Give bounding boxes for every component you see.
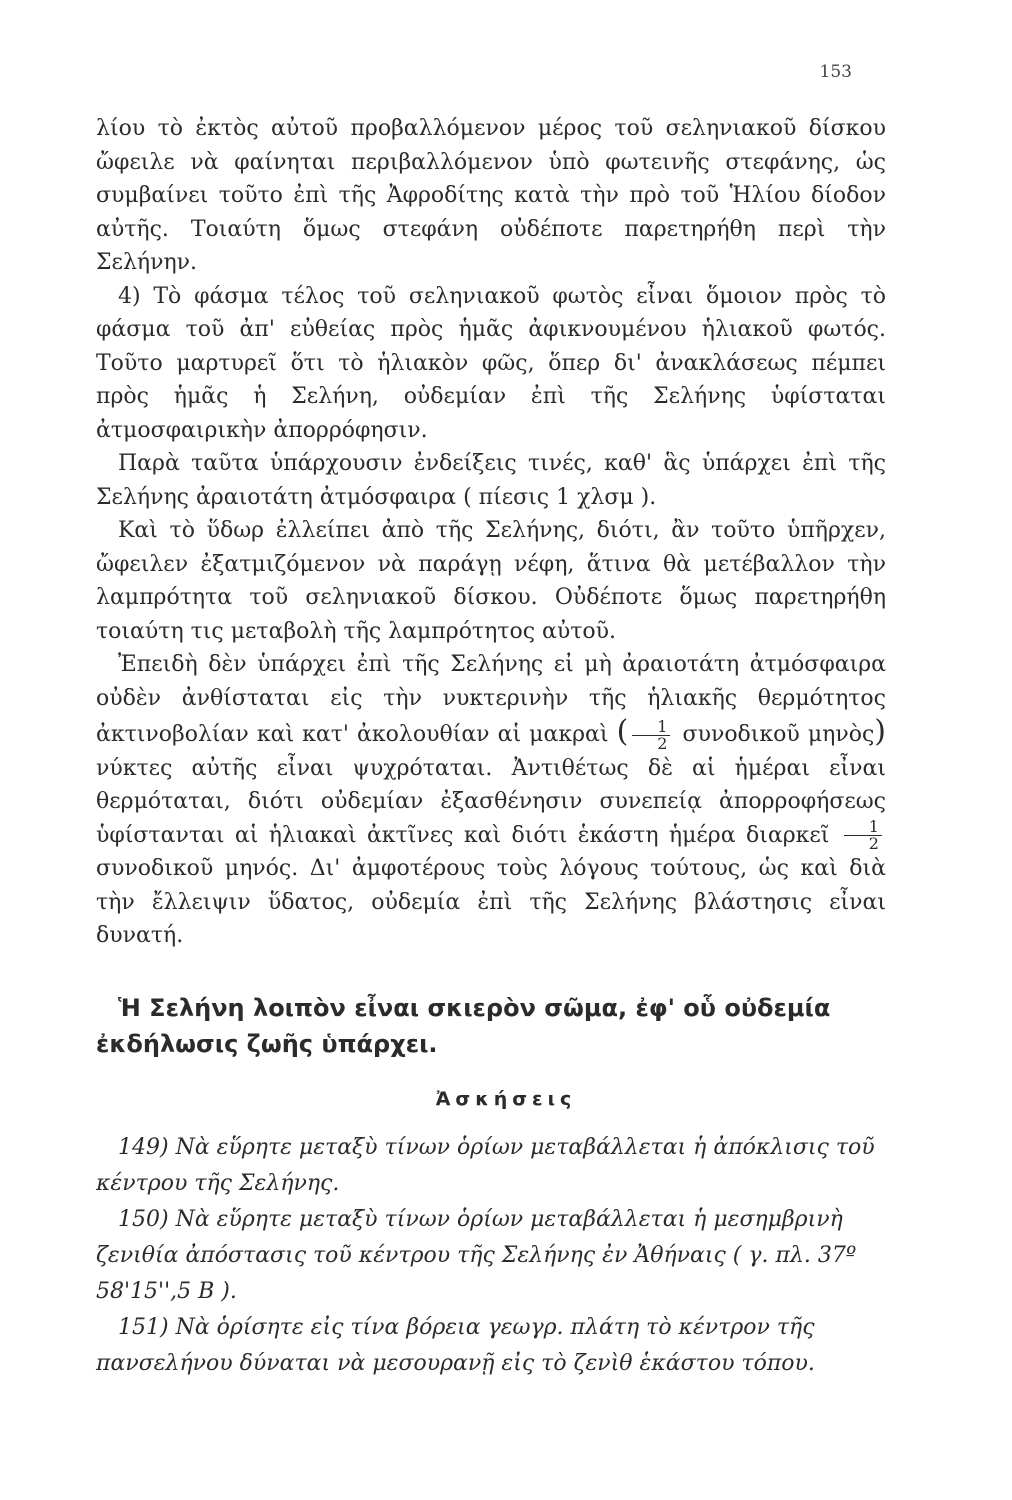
conclusion-statement: Ἡ Σελήνη λοιπὸν εἶναι σκιερὸν σῶμα, ἐφ' οὗ οὐδεμία ἐκδήλωσις ζωῆς ὑπάρχει. (96, 994, 831, 1058)
fraction-denominator-2: 2 (868, 834, 879, 853)
exercises-heading: Ἀσκήσεις (435, 1088, 577, 1110)
paragraph-1: λίου τὸ ἐκτὸς αὐτοῦ προβαλλόμενον μέρος τοῦ σεληνιακοῦ δίσκου ὤφειλε νὰ φαίνηται περιβαλλόμενον ὑπὸ φωτεινῆς στεφάνης, ὡς συμβαίνει τοῦτο ἐπὶ τῆς Ἀφροδίτης κατὰ τὴν πρὸ τοῦ Ἡλίου δίοδον αὐτῆς. Τοιαύτη ὅμως στεφάνη οὐδέποτε παρετηρήθη περὶ τὴν Σελήνην. (96, 116, 886, 275)
paragraph-3: Παρὰ ταῦτα ὑπάρχουσιν ἐνδείξεις τινές, καθ' ἃς ὑπάρχει ἐπὶ τῆς Σελήνης ἀραιοτάτη ἀτμόσφαιρα ( πίεσις 1 χλσμ ). (96, 451, 886, 510)
open-paren: ( (616, 714, 629, 749)
body-text (96, 112, 886, 953)
paragraph-5-text-b: συνοδικοῦ μηνὸς (682, 722, 875, 747)
paragraph-5 (96, 648, 886, 953)
fraction-half (632, 716, 670, 753)
paragraph-4: Καὶ τὸ ὕδωρ ἐλλείπει ἀπὸ τῆς Σελήνης, διότι, ἂν τοῦτο ὑπῆρχεν, ὤφειλεν ἐξατμιζόμενον νὰ παράγῃ νέφη, ἅτινα θὰ μετέβαλλον τὴν λαμπρότητα τοῦ σεληνιακοῦ δίσκου. Οὐδέποτε ὅμως παρετηρήθη τοιαύτη τις μεταβολὴ τῆς λαμπρότητος αὐτοῦ. (96, 518, 886, 644)
fraction-denominator: 2 (657, 733, 668, 753)
exercises-list (96, 1130, 886, 1382)
page-number: 153 (819, 62, 852, 82)
paragraph-5-text-a: Ἐπειδὴ δὲν ὑπάρχει ἐπὶ τῆς Σελήνης εἰ μὴ ἀραιοτάτη ἀτμόσφαιρα οὐδὲν ἀνθίσταται εἰς τὴν νυκτερινὴν τῆς ἡλιακῆς θερμότητος ἀκτινοβολίαν καὶ κατ' ἀκολουθίαν αἱ μακραὶ (96, 652, 886, 747)
paragraph-5-text-d: συνοδικοῦ μηνός. Δι' ἀμφοτέρους τοὺς λόγους τούτους, ὡς καὶ διὰ τὴν ἔλλειψιν ὕδατος, οὐδεμία ἐπὶ τῆς Σελήνης βλάστησις εἶναι δυνατή. (96, 856, 886, 948)
close-paren: ) (874, 714, 886, 749)
exercise-150: 150) Νὰ εὕρητε μεταξὺ τίνων ὁρίων μεταβάλλεται ἡ μεσημβρινὴ ζενιθία ἀπόστασις τοῦ κέντρου τῆς Σελήνης ἐν Ἀθήναις ( γ. πλ. 37º 58'15'',5 Β ). (96, 1207, 857, 1304)
exercise-149: 149) Νὰ εὕρητε μεταξὺ τίνων ὁρίων μεταβάλλεται ἡ ἀπόκλισις τοῦ κέντρου τῆς Σελήνης. (96, 1135, 875, 1196)
fraction-numerator-2: 1 (844, 819, 882, 836)
paragraph-5-text-c: νύκτες αὐτῆς εἶναι ψυχρόταται. Ἀντιθέτως δὲ αἱ ἡμέραι εἶναι θερμόταται, διότι οὐδεμίαν ἐξασθένησιν συνεπείᾳ ἀπορροφήσεως ὑφίστανται αἱ ἡλιακαὶ ἀκτῖνες καὶ διότι ἑκάστη ἡμέρα διαρκεῖ (96, 755, 886, 848)
fraction-half-2 (844, 819, 882, 852)
fraction-numerator: 1 (632, 719, 670, 736)
paragraph-2: 4) Τὸ φάσμα τέλος τοῦ σεληνιακοῦ φωτὸς εἶναι ὅμοιον πρὸς τὸ φάσμα τοῦ ἀπ' εὐθείας πρὸς ἡμᾶς ἀφικνουμένου ἡλιακοῦ φωτός. Τοῦτο μαρτυρεῖ ὅτι τὸ ἡλιακὸν φῶς, ὅπερ δι' ἀνακλάσεως πέμπει πρὸς ἡμᾶς ἡ Σελήνη, οὐδεμίαν ἐπὶ τῆς Σελήνης ὑφίσταται ἀτμοσφαιρικὴν ἀπορρόφησιν. (96, 283, 886, 443)
exercise-151: 151) Νὰ ὁρίσητε εἰς τίνα βόρεια γεωγρ. πλάτη τὸ κέντρον τῆς πανσελήνου δύναται νὰ μεσουρανῇ εἰς τὸ ζενὶθ ἑκάστου τόπου. (96, 1315, 815, 1376)
